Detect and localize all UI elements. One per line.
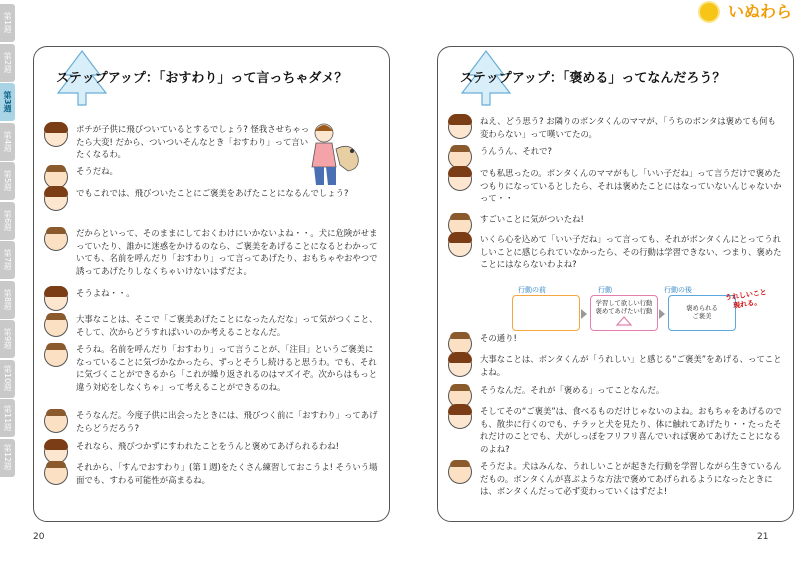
tab-week-3[interactable]: 第3週 xyxy=(0,83,15,121)
dialogue-text: だからといって、そのままにしておくわけにいかないよね・・。犬に危険がせまっていたり、誰かに迷惑をかけるのなら、ご褒美をあげることになるとわかっていても、名前を呼んだり「おすわり」って言ってあげたり、おもちゃやおやつで誘ってあげたりしなくちゃいけないはずだよ。 xyxy=(76,228,378,276)
flow-box-action-text: 学習して欲しい行動 褒めてあげたい行動 xyxy=(595,300,653,315)
stamp-text: うれしいこと 現れる。 xyxy=(724,288,768,310)
tab-week-12[interactable]: 第12週 xyxy=(0,439,15,477)
tab-week-9[interactable]: 第9週 xyxy=(0,320,15,358)
dialogue-text: ポチが子供に飛びついているとするでしょう? 怪我させちゃったら大変! だから、ついついそんなとき「おすわり」って言いたくなるわ。 xyxy=(76,124,310,160)
dialogue-text: ねえ、どう思う? お隣りのボンタくんのママが、「うちのボンタは褒めても何も変わらない」って嘆いてたの。 xyxy=(480,116,776,139)
dialogue-row xyxy=(44,187,379,211)
dialogue-row xyxy=(44,287,379,311)
flow-box-before xyxy=(512,295,580,331)
tab-week-2[interactable]: 第2週 xyxy=(0,44,15,82)
man-avatar-icon xyxy=(44,409,68,433)
dialogue-row xyxy=(448,353,783,378)
page-title: ステップアップ：「おすわり」って言っちゃダメ？ xyxy=(56,71,348,86)
page-title: ステップアップ：「褒める」ってなんだろう？ xyxy=(460,71,726,86)
dialogue-row xyxy=(448,145,783,169)
dialogue-text: いくら心を込めて「いい子だね」って言っても、それがボンタくんにとってうれしいことに感じられていなかったら、その行動は学習できない、つまり、褒めたことにはならないわよね? xyxy=(480,234,782,270)
man-avatar-icon xyxy=(44,313,68,337)
woman-avatar-icon xyxy=(44,187,68,211)
dialogue-text: そうね。名前を呼んだり「おすわり」って言うことが、「注目」というご褒美になっていることに気づかなかったら、ずっとそうし続けると思うわ。でも、それに気づくことができるから「これが繰り返されるのはマズイぞ。次からはもっと違う対応をしなくちゃ」って考えることができるのね。 xyxy=(76,344,378,392)
dialogue-text: そしてその“ご褒美”は、食べるものだけじゃないのよね。おもちゃをあげるのでも、散歩に行くのでも、チラッと犬を見たり、体に触れてあげたり・・たったそれだけのことでも、犬がしっぽをフリフリ喜んでいれば褒めてあげたことになるのよね? xyxy=(480,406,782,454)
dialogue-row xyxy=(448,405,783,455)
dialogue-row xyxy=(448,167,783,205)
woman-avatar-icon xyxy=(448,353,472,377)
tab-week-6[interactable]: 第6週 xyxy=(0,202,15,240)
right-page xyxy=(437,46,794,522)
woman-avatar-icon xyxy=(448,167,472,191)
tab-week-1[interactable]: 第1週 xyxy=(0,4,15,42)
left-page xyxy=(33,46,390,522)
woman-avatar-icon xyxy=(448,233,472,257)
man-avatar-icon xyxy=(448,460,472,484)
dialogue-row xyxy=(44,313,379,338)
man-avatar-icon xyxy=(44,461,68,485)
dialogue-text: それから、「すんでおすわり」(第１週)をたくさん練習しておこうよ! そういう場面でも、すわる可能性が高まるね。 xyxy=(76,462,378,485)
tab-week-10[interactable]: 第10週 xyxy=(0,360,15,398)
page-number-left: 20 xyxy=(33,532,45,542)
woman-avatar-icon xyxy=(448,115,472,139)
woman-avatar-icon xyxy=(44,123,68,147)
dialogue-row xyxy=(448,460,783,498)
dialogue-row xyxy=(44,343,379,393)
woman-avatar-icon xyxy=(44,287,68,311)
dialogue-text: そうだね。 xyxy=(76,166,118,176)
dialogue-row xyxy=(44,165,379,189)
dialogue-row xyxy=(44,461,379,486)
logo-text: いぬわら xyxy=(727,1,792,21)
flow-label-after: 行動の後 xyxy=(664,286,692,294)
dialogue-text: その通り! xyxy=(480,333,517,343)
flow-box-after-text: 褒められる ご褒美 xyxy=(686,305,718,320)
flow-label-before: 行動の前 xyxy=(518,286,546,294)
tab-week-8[interactable]: 第8週 xyxy=(0,281,15,319)
dialogue-row xyxy=(44,409,379,434)
dialogue-row xyxy=(44,123,379,161)
dialogue-text: 大事なことは、ボンタくんが「うれしい」と感じる“ご褒美”をあげる、ってことよね。 xyxy=(480,354,782,377)
flow-label-action: 行動 xyxy=(598,286,612,294)
dialogue-text: そうだよ。犬はみんな、うれしいことが起きた行動を学習しながら生きているんだもの。ボンタくんが喜ぶような方法で褒めてあげられるようになったときには、ボンタくんだって必ず変わっていくはずだよ! xyxy=(480,461,782,497)
dialogue-text: そうなんだ。今度子供に出会ったときには、飛びつく前に「おすわり」ってあげたらどうだろう? xyxy=(76,410,378,433)
behavior-flow-diagram xyxy=(512,285,767,335)
triangle-icon xyxy=(616,316,632,326)
sun-icon xyxy=(700,3,718,21)
tab-week-7[interactable]: 第7週 xyxy=(0,241,15,279)
logo xyxy=(700,3,792,21)
dialogue-row xyxy=(448,115,783,140)
page-number-right: 21 xyxy=(757,532,769,542)
tab-week-5[interactable]: 第5週 xyxy=(0,162,15,200)
dialogue-row xyxy=(44,227,379,277)
tab-week-4[interactable]: 第4週 xyxy=(0,123,15,161)
man-avatar-icon xyxy=(44,227,68,251)
man-avatar-icon xyxy=(44,343,68,367)
dialogue-text: それなら、飛びつかずにすわれたことをうんと褒めてあげられるわね! xyxy=(76,441,339,451)
dialogue-text: うんうん、それで? xyxy=(480,146,552,156)
dialogue-text: すごいことに気がついたね! xyxy=(480,214,584,224)
dialogue-text: 大事なことは、そこで「ご褒美あげたことになったんだな」って気がつくこと、そして、次からどうすればいいのか考えることなんだ。 xyxy=(76,314,378,337)
dialogue-row xyxy=(448,233,783,271)
dialogue-text: そうよね・・。 xyxy=(76,288,135,298)
dialogue-text: でも私思ったの。ボンタくんのママがもし「いい子だね」って言うだけで褒めたつもりになっているとしたら、それは褒めたことにはなっていないんじゃないかって・・ xyxy=(480,168,782,204)
dialogue-text: でもこれでは、飛びついたことにご褒美をあげたことになるんでしょう? xyxy=(76,188,349,198)
tab-week-11[interactable]: 第11週 xyxy=(0,399,15,437)
flow-box-action xyxy=(590,295,658,331)
woman-avatar-icon xyxy=(448,405,472,429)
dialogue-text: そうなんだ。それが「褒める」ってことなんだ。 xyxy=(480,385,665,395)
